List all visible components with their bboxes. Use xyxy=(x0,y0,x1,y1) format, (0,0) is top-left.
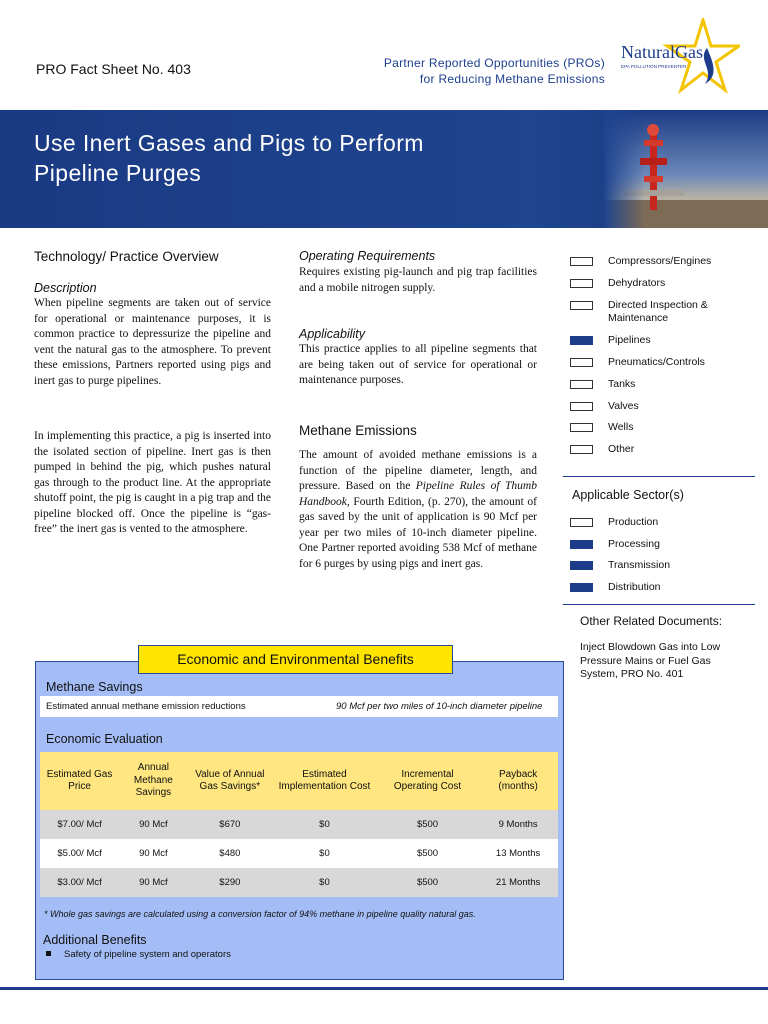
sidebar-divider xyxy=(563,604,755,605)
table-cell: 90 Mcf xyxy=(119,868,187,897)
methane-savings-heading: Methane Savings xyxy=(46,680,143,694)
unchecked-box-icon xyxy=(570,380,593,389)
pipeline-wellhead-photo xyxy=(604,110,768,228)
description-heading: Description xyxy=(34,281,97,295)
column-header: Estimated Gas Price xyxy=(40,752,119,810)
table-row xyxy=(40,839,558,868)
logo-wordmark: NaturalGas xyxy=(621,42,703,62)
table-row xyxy=(40,868,558,897)
related-documents-heading: Other Related Documents: xyxy=(580,614,723,628)
unchecked-box-icon xyxy=(570,445,593,454)
column-header: Payback (months) xyxy=(478,752,558,810)
methane-text-part-b: , Fourth Edition, (p. 270), the amount of gas saved by the unit of application is 90 Mcf per year per two miles of 10-inch diameter pipeline. One Partner reported avoiding 538 Mcf of methane for 6 purges by using pigs and inert gas. xyxy=(299,495,537,570)
unchecked-box-icon xyxy=(570,358,593,367)
description-paragraph-1: When pipeline segments are taken out of service for operational or maintenance purposes, it is common practice to depressurize the pipeline and vent the natural gas to the atmosphere. To prevent these emissions, Partners reported using pigs and inert gas to purge pipelines. xyxy=(34,297,271,387)
sector-item-label: Processing xyxy=(608,538,660,550)
table-cell: $480 xyxy=(188,839,272,868)
economic-evaluation-table xyxy=(40,752,558,897)
source-item-label: Dehydrators xyxy=(608,277,666,289)
additional-benefits-heading: Additional Benefits xyxy=(43,933,147,947)
related-document-link[interactable]: Inject Blowdown Gas into Low Pressure Mains or Fuel Gas System, PRO No. 401 xyxy=(580,641,721,680)
source-item-label: Other xyxy=(608,443,635,455)
table-cell: $290 xyxy=(188,868,272,897)
table-cell: 13 Months xyxy=(478,839,558,868)
table-cell: $0 xyxy=(272,839,377,868)
unchecked-box-icon xyxy=(570,402,593,411)
overview-heading: Technology/ Practice Overview xyxy=(34,249,219,264)
bullet-icon xyxy=(46,951,51,956)
table-header-row xyxy=(40,752,558,810)
partner-line-1: Partner Reported Opportunities (PROs) xyxy=(383,56,605,70)
column-header: Annual Methane Savings xyxy=(119,752,187,810)
handbook-title: Pipeline Rules of Thumb Handbook xyxy=(299,480,537,508)
operating-requirements-heading: Operating Requirements xyxy=(299,249,436,263)
table-cell: $7.00/ Mcf xyxy=(40,810,119,839)
table-cell: 9 Months xyxy=(478,810,558,839)
gas-savings-footnote: * Whole gas savings are calculated using a conversion factor of 94% methane in pipeline quality natural gas. xyxy=(44,909,476,919)
page-title xyxy=(34,128,424,188)
sector-item-label: Transmission xyxy=(608,559,671,571)
sector-item-label: Production xyxy=(608,516,659,528)
sidebar-divider xyxy=(563,476,755,477)
table-cell: 21 Months xyxy=(478,868,558,897)
economic-evaluation-heading: Economic Evaluation xyxy=(46,732,163,746)
operating-requirements-text: Requires existing pig-launch and pig trap facilities and a mobile nitrogen supply. xyxy=(299,266,537,294)
natural-gas-star-logo xyxy=(615,18,740,98)
table-cell: $500 xyxy=(377,839,478,868)
sector-item-label: Distribution xyxy=(608,581,661,593)
additional-benefit-item xyxy=(46,949,231,960)
applicable-sectors-heading: Applicable Sector(s) xyxy=(572,488,684,502)
benefits-title: Economic and Environmental Benefits xyxy=(138,645,453,674)
table-cell: 90 Mcf xyxy=(119,810,187,839)
logo-subtitle: EPA POLLUTION PREVENTER xyxy=(621,64,687,69)
column-header: Incremental Operating Cost xyxy=(377,752,478,810)
methane-emissions-heading: Methane Emissions xyxy=(299,423,417,438)
methane-emissions-text xyxy=(299,448,537,572)
source-item-label: Valves xyxy=(608,400,639,412)
unchecked-box-icon xyxy=(570,279,593,288)
unchecked-box-icon xyxy=(570,257,593,266)
footer-rule xyxy=(0,987,768,990)
checked-box-icon xyxy=(570,540,593,549)
methane-text-part-a: The amount of avoided methane emissions is a function of the pipeline diameter, length, and pressure. Based on the xyxy=(299,449,537,492)
table-row xyxy=(40,810,558,839)
unchecked-box-icon xyxy=(570,301,593,310)
column-header: Value of Annual Gas Savings* xyxy=(188,752,272,810)
table-cell: $0 xyxy=(272,810,377,839)
table-cell: $3.00/ Mcf xyxy=(40,868,119,897)
fact-sheet-number: PRO Fact Sheet No. 403 xyxy=(36,61,191,77)
page-title-line-1: Use Inert Gases and Pigs to Perform xyxy=(34,130,424,156)
source-item-label: Wells xyxy=(608,421,634,433)
applicability-heading: Applicability xyxy=(299,327,366,341)
savings-value: 90 Mcf per two miles of 10-inch diameter pipeline xyxy=(336,701,543,712)
unchecked-box-icon xyxy=(570,518,593,527)
page-title-line-2: Pipeline Purges xyxy=(34,160,202,186)
checked-box-icon xyxy=(570,583,593,592)
additional-benefit-text: Safety of pipeline system and operators xyxy=(64,949,231,960)
source-item-label: Tanks xyxy=(608,378,636,390)
checked-box-icon xyxy=(570,336,593,345)
column-header: Estimated Implementation Cost xyxy=(272,752,377,810)
source-item-label: Compressors/Engines xyxy=(608,255,712,267)
table-cell: $5.00/ Mcf xyxy=(40,839,119,868)
table-cell: $0 xyxy=(272,868,377,897)
partner-line-2: for Reducing Methane Emissions xyxy=(419,72,605,86)
table-cell: $500 xyxy=(377,810,478,839)
savings-label: Estimated annual methane emission reductions xyxy=(46,701,246,712)
source-item-label: Pneumatics/Controls xyxy=(608,356,705,368)
table-cell: 90 Mcf xyxy=(119,839,187,868)
checked-box-icon xyxy=(570,561,593,570)
source-item-label: Directed Inspection & Maintenance xyxy=(608,299,708,324)
unchecked-box-icon xyxy=(570,423,593,432)
description-paragraph-2: In implementing this practice, a pig is inserted into the isolated section of pipeline. Inert gas is then pumped in behind the pig, which pushes natural gas through to the product line. At the appropriate shutoff point, the pig is caught in a pig trap and the pipeline blocked off. Once the pipeline is “gas-free” the inert gas is vented to the atmosphere. xyxy=(34,430,271,535)
partner-program-title xyxy=(384,55,605,87)
table-cell: $670 xyxy=(188,810,272,839)
applicability-text: This practice applies to all pipeline segments that are being taken out of service for operational or maintenance purposes. xyxy=(299,343,537,386)
source-item-label: Pipelines xyxy=(608,334,651,346)
table-cell: $500 xyxy=(377,868,478,897)
